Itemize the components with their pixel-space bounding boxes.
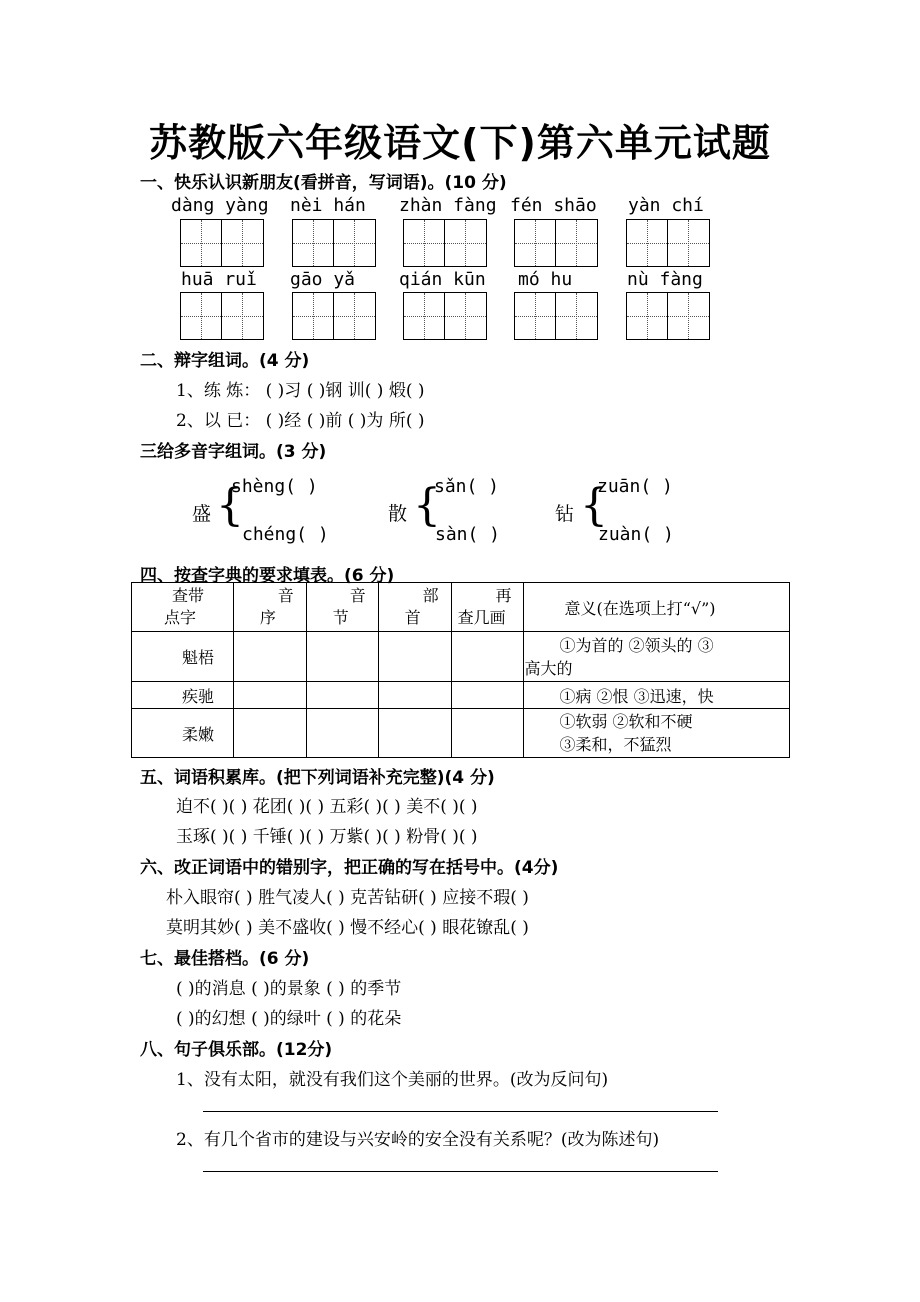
exercise-line: ( )的消息 ( )的景象 ( ) 的季节 — [176, 979, 402, 999]
table-row — [132, 632, 790, 682]
writing-grid[interactable] — [292, 219, 376, 267]
header-cell: 意义(在选项上打“√”) — [524, 583, 790, 632]
writing-grid[interactable] — [403, 292, 487, 340]
header-text: 首 — [404, 608, 421, 627]
answer-cell[interactable] — [451, 632, 524, 682]
answer-line[interactable] — [203, 1111, 718, 1112]
header-text: 节 — [332, 608, 349, 627]
meaning-cell[interactable]: ①病 ②恨 ③迅速，快 — [524, 682, 790, 709]
header-cell — [451, 583, 524, 632]
writing-grid[interactable] — [403, 219, 487, 267]
answer-line[interactable] — [203, 1171, 718, 1172]
writing-grid[interactable] — [626, 292, 710, 340]
polyphone-reading: shèng( ) — [231, 476, 318, 497]
pinyin-label: zhàn fàng — [399, 195, 497, 216]
polyphone-reading: zuān( ) — [597, 476, 673, 497]
pinyin-label: dàng yàng — [171, 195, 269, 216]
section-8-heading: 八、句子俱乐部。(12分) — [140, 1040, 333, 1060]
writing-grid[interactable] — [514, 219, 598, 267]
pinyin-label: mó hu — [518, 269, 573, 290]
exercise-line: 玉琢( )( ) 千锤( )( ) 万紫( )( ) 粉骨( )( ) — [176, 827, 478, 847]
answer-cell[interactable] — [306, 632, 378, 682]
answer-cell[interactable] — [378, 709, 451, 758]
section-5-heading: 五、词语积累库。(把下列词语补充完整)(4 分) — [140, 768, 495, 788]
answer-cell[interactable] — [306, 682, 378, 709]
exercise-line: ( )的幻想 ( )的绿叶 ( ) 的花朵 — [176, 1009, 402, 1029]
pinyin-label: nèi hán — [290, 195, 366, 216]
header-cell — [132, 583, 234, 632]
answer-cell[interactable] — [451, 709, 524, 758]
table-header-row — [132, 583, 790, 632]
question-text: 1、没有太阳，就没有我们这个美丽的世界。(改为反问句) — [176, 1070, 609, 1090]
writing-grid[interactable] — [180, 292, 264, 340]
header-text: 查几画 — [457, 608, 506, 627]
polyphone-reading: chéng( ) — [242, 524, 329, 545]
header-text: 音 — [349, 586, 366, 605]
answer-cell[interactable] — [306, 709, 378, 758]
meaning-option[interactable]: ③柔和，不猛烈 — [559, 735, 672, 754]
answer-cell[interactable] — [378, 682, 451, 709]
answer-cell[interactable] — [233, 632, 306, 682]
answer-cell[interactable] — [451, 682, 524, 709]
writing-grid[interactable] — [626, 219, 710, 267]
header-text: 查带 — [172, 586, 205, 605]
exercise-line: 朴入眼帘( ) 胜气凌人( ) 克苦钻研( ) 应接不瑕( ) — [166, 888, 529, 908]
pinyin-label: nù fàng — [627, 269, 703, 290]
pinyin-label: yàn chí — [628, 195, 704, 216]
pinyin-label: fén shāo — [510, 195, 597, 216]
table-row — [132, 709, 790, 758]
brace-icon: { — [580, 480, 608, 531]
table-row — [132, 682, 790, 709]
meaning-cell[interactable] — [524, 709, 790, 758]
answer-cell[interactable] — [233, 709, 306, 758]
exercise-line: 1、练 炼： ( )习 ( )钢 训( ) 煅( ) — [176, 381, 425, 401]
word-cell: 柔嫩 — [132, 709, 234, 758]
meaning-option[interactable]: ①软弱 ②软和不硬 — [559, 712, 693, 731]
pinyin-label: huā ruǐ — [181, 269, 257, 290]
polyphone-reading: zuàn( ) — [598, 524, 674, 545]
header-text: 音 — [277, 586, 294, 605]
polyphone-char: 散 — [388, 503, 408, 525]
writing-grid[interactable] — [180, 219, 264, 267]
word-cell: 疾驰 — [132, 682, 234, 709]
section-7-heading: 七、最佳搭档。(6 分) — [140, 949, 310, 969]
header-text: 点字 — [164, 608, 197, 627]
header-text: 部 — [422, 586, 439, 605]
exercise-line: 2、以 已： ( )经 ( )前 ( )为 所( ) — [176, 411, 425, 431]
section-6-heading: 六、改正词语中的错别字，把正确的写在括号中。(4分) — [140, 858, 559, 878]
polyphone-char: 钻 — [555, 503, 575, 525]
dictionary-table — [131, 582, 790, 758]
meaning-cell[interactable] — [524, 632, 790, 682]
page-title: 苏教版六年级语文(下)第六单元试题 — [149, 121, 771, 165]
brace-icon: { — [216, 480, 244, 531]
brace-icon: { — [413, 480, 441, 531]
section-2-heading: 二、辩字组词。(4 分) — [140, 351, 310, 371]
meaning-option[interactable]: ①为首的 ②领头的 ③ — [559, 635, 714, 655]
header-text: 再 — [495, 586, 512, 605]
polyphone-char: 盛 — [192, 503, 212, 525]
answer-cell[interactable] — [378, 632, 451, 682]
answer-cell[interactable] — [233, 682, 306, 709]
polyphone-reading: sǎn( ) — [434, 476, 500, 497]
question-text: 2、有几个省市的建设与兴安岭的安全没有关系呢？(改为陈述句) — [176, 1130, 660, 1150]
polyphone-reading: sàn( ) — [435, 524, 501, 545]
section-1-heading: 一、快乐认识新朋友(看拼音，写词语)。(10 分) — [140, 173, 507, 193]
header-cell — [306, 583, 378, 632]
header-cell — [233, 583, 306, 632]
word-cell: 魁梧 — [132, 632, 234, 682]
writing-grid[interactable] — [514, 292, 598, 340]
section-4-heading: 四、按查字典的要求填表。(6 分) — [140, 566, 395, 586]
section-3-heading: 三给多音字组词。(3 分) — [140, 442, 327, 462]
header-text: 序 — [259, 608, 276, 627]
header-cell — [378, 583, 451, 632]
exercise-line: 莫明其妙( ) 美不盛收( ) 慢不经心( ) 眼花镣乱( ) — [166, 918, 529, 938]
pinyin-label: qián kūn — [399, 269, 486, 290]
writing-grid[interactable] — [292, 292, 376, 340]
meaning-option[interactable]: 高大的 — [524, 658, 573, 678]
exercise-line: 迫不( )( ) 花团( )( ) 五彩( )( ) 美不( )( ) — [176, 797, 478, 817]
pinyin-label: gāo yǎ — [290, 269, 356, 290]
